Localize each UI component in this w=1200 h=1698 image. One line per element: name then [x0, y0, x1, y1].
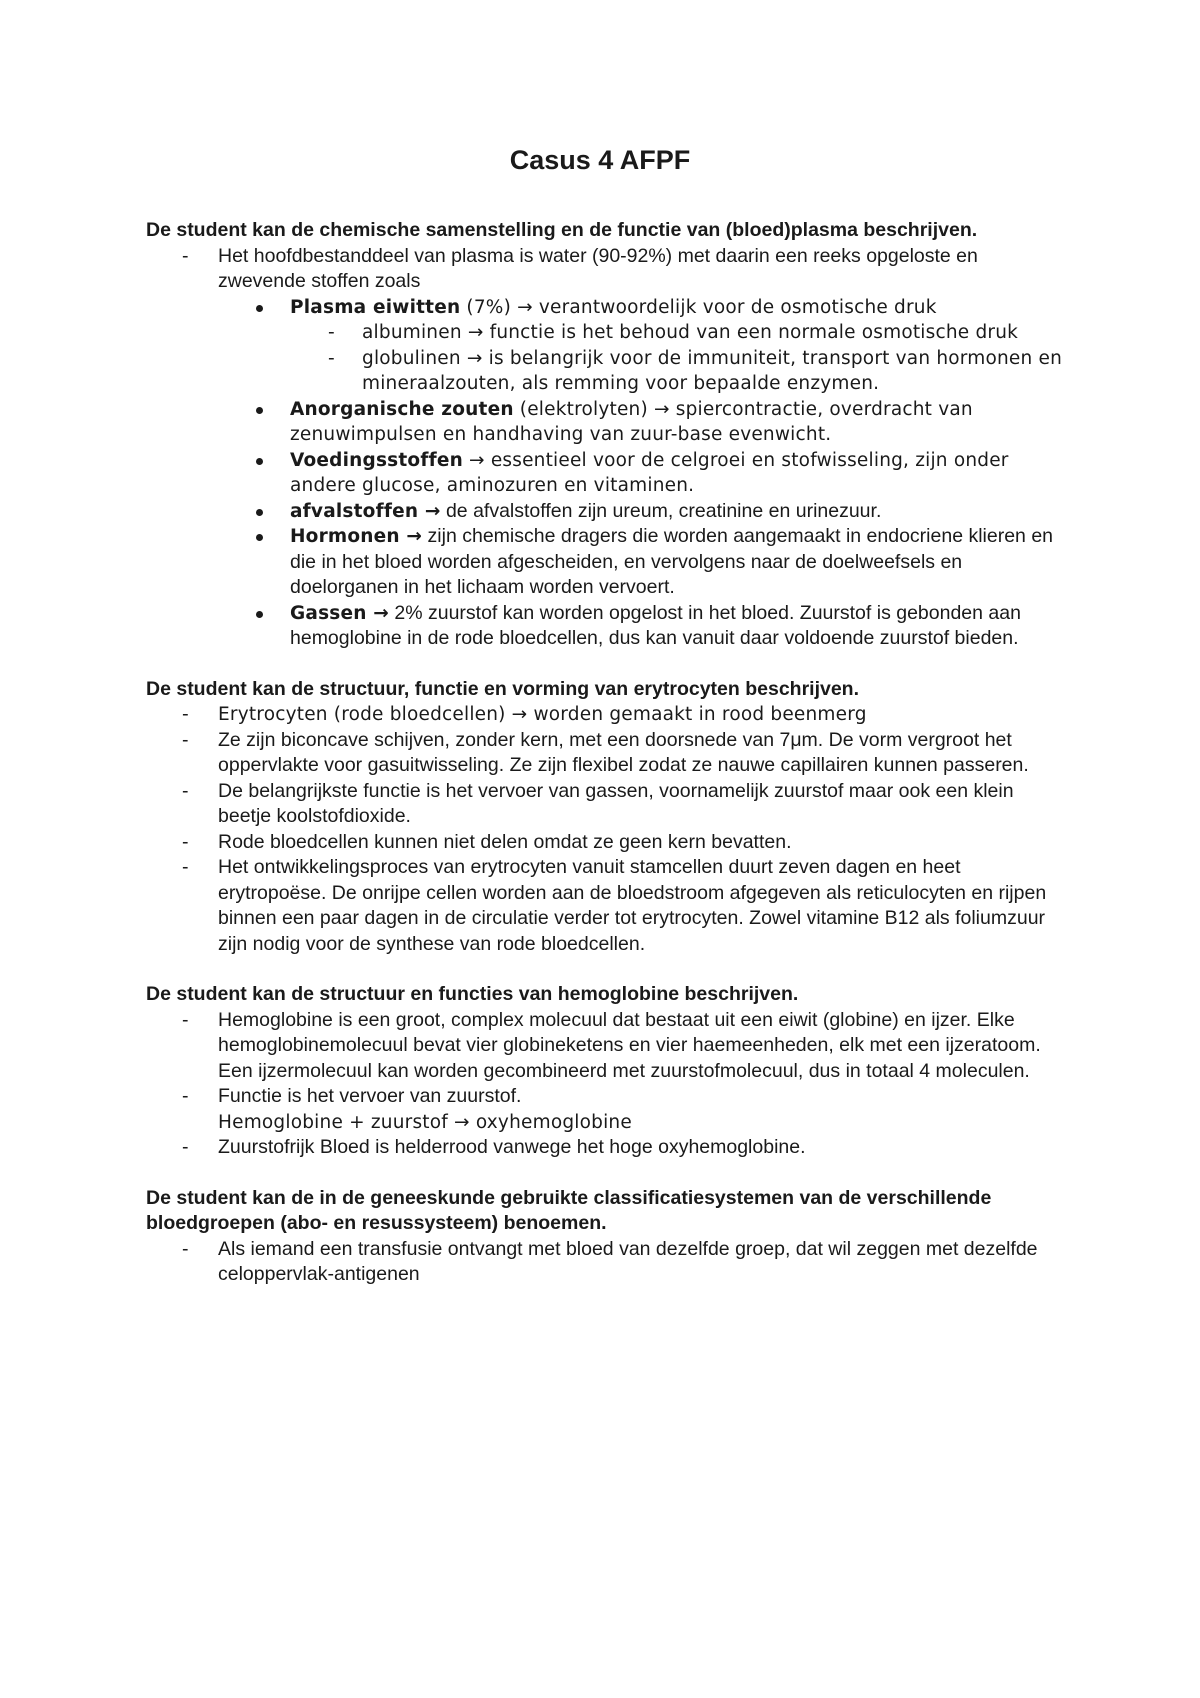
bullet-list [218, 295, 1066, 652]
section-heading: De student kan de structuur, functie en vorming van erytrocyten beschrijven. [146, 677, 860, 700]
dash-list [146, 702, 1066, 957]
bullet-term: Hormonen → [290, 526, 423, 547]
list-item [146, 779, 1066, 830]
section-heading: De student kan de structuur en functies van hemoglobine beschrijven. [146, 983, 799, 1005]
bullet-text: → essentieel voor de celgroei en stofwisseling, zijn onder andere glucose, aminozuren en vitaminen. [290, 449, 1009, 496]
bullet-term: Plasma eiwitten [290, 296, 461, 318]
list-item-text: Rode bloedcellen kunnen niet delen omdat ze geen kern bevatten. [218, 830, 792, 853]
list-item-text: Het hoofdbestanddeel van plasma is water (90-92%) met daarin een reeks opgeloste en zwevende stoffen zoals [218, 244, 978, 292]
list-item-text: globulinen → is belangrijk voor de immuniteit, transport van hormonen en mineraalzouten, als remming voor bepaalde enzymen. [362, 347, 1063, 394]
bullet-text: de afvalstoffen zijn ureum, creatinine en urinezuur. [440, 499, 882, 522]
bullet-item-afvalstoffen [218, 499, 1066, 525]
section-heading: De student kan de in de geneeskunde gebruikte classificatiesystemen van de verschillende bloedgroepen (abo- en resussysteem) benoemen. [146, 1186, 992, 1234]
list-item-text: - Functie is het vervoer van zuurstof. [218, 1085, 522, 1107]
bullet-item-anorganische-zouten [218, 397, 1066, 448]
bullet-text: (7%) → verantwoordelijk voor de osmotische druk [460, 296, 937, 318]
bullet-item-gassen [218, 601, 1066, 652]
section-bloedgroepen [146, 1186, 1066, 1288]
bullet-term: Voedingsstoffen [290, 449, 463, 471]
sub-dash-list [290, 320, 1066, 397]
list-item [146, 855, 1066, 957]
list-item-text: Het ontwikkelingsproces van erytrocyten vanuit stamcellen duurt zeven dagen en heet erytropoëse. De onrijpe cellen worden aan de bloedstroom afgegeven als reticulocyten en rijpen binnen een paar dagen in de circulatie verder tot erytrocyten. Zowel vitamine B12 als foliumzuur zijn nodig voor de synthese van rode bloedcellen. [218, 856, 1047, 955]
list-item-text: Zuurstofrijk Bloed is helderrood vanwege het hoge oxyhemoglobine. [218, 1136, 806, 1158]
section-erytrocyten [146, 677, 1066, 958]
dash-list [146, 1237, 1066, 1288]
bullet-term: Anorganische zouten [290, 398, 514, 420]
formula: Hemoglobine + zuurstof → oxyhemoglobine [218, 1111, 632, 1133]
list-item-text: Ze zijn biconcave schijven, zonder kern, met een doorsnede van 7μm. De vorm vergroot het oppervlakte voor gasuitwisseling. Ze zijn flexibel zodat ze nauwe capillairen kunnen passeren. [218, 728, 1029, 776]
bullet-item-plasma-eiwitten [218, 295, 1066, 397]
bullet-term: Gassen → [290, 602, 389, 624]
list-item [290, 346, 1066, 397]
list-item [290, 320, 1066, 346]
section-plasma [146, 218, 1066, 652]
bullet-text: 2% zuurstof kan worden opgelost in het bloed. Zuurstof is gebonden aan hemoglobine in de rode bloedcellen, dus kan vanuit daar voldoende zuurstof bieden. [290, 601, 1021, 649]
bullet-item-voedingsstoffen [218, 448, 1066, 499]
list-item-text: albuminen → functie is het behoud van een normale osmotische druk [362, 322, 1019, 343]
list-item [146, 728, 1066, 779]
bullet-text: zijn chemische dragers die worden aangemaakt in endocriene klieren en die in het bloed worden afgescheiden, en vervolgens naar de doelweefsels en doelorganen in het lichaam worden vervoert. [290, 525, 1054, 598]
dash-list [146, 1008, 1066, 1161]
section-hemoglobine [146, 982, 1066, 1161]
list-item [146, 244, 1066, 652]
list-item-text: Als iemand een transfusie ontvangt met bloed van dezelfde groep, dat wil zeggen met dezelfde celoppervlak-antigenen [218, 1237, 1038, 1285]
document-title: Casus 4 AFPF [509, 145, 691, 175]
list-item-text: De belangrijkste functie is het vervoer van gassen, voornamelijk zuurstof maar ook een klein beetje koolstofdioxide. [218, 779, 1014, 827]
document-body [146, 218, 1066, 1313]
list-item [146, 1135, 1066, 1161]
list-item [146, 1084, 1066, 1135]
list-item-text: Hemoglobine is een groot, complex molecuul dat bestaat uit een eiwit (globine) en ijzer. Elke hemoglobinemolecuul bevat vier globineketens en vier haemeenheden, elk met een ijzeratoom. Een ijzermolecuul kan worden gecombineerd met zuurstofmolecuul, dus in totaal 4 moleculen. [218, 1008, 1041, 1082]
list-item-text: Erytrocyten (rode bloedcellen) → worden gemaakt in rood beenmerg [218, 704, 867, 725]
list-item [146, 1237, 1066, 1288]
section-heading: De student kan de chemische samenstelling en de functie van (bloed)plasma beschrijven. [146, 219, 978, 241]
list-item [146, 1008, 1066, 1085]
bullet-term: afvalstoffen → [290, 500, 441, 522]
dash-list [146, 244, 1066, 652]
bullet-item-hormonen [218, 524, 1066, 601]
list-item [146, 830, 1066, 856]
list-item [146, 702, 1066, 728]
bullet-text: (elektrolyten) → spiercontractie, overdracht van zenuwimpulsen en handhaving van zuur-base evenwicht. [290, 398, 973, 445]
